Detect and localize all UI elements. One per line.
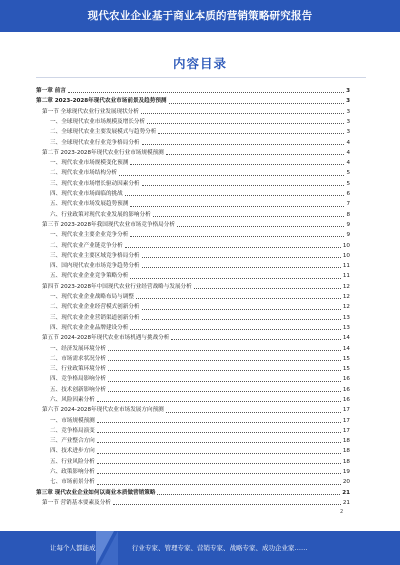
toc-leader-dots <box>157 493 340 495</box>
toc-entry[interactable] <box>36 269 350 279</box>
toc-entry[interactable] <box>36 177 350 187</box>
toc-entry-text: 二、市场需求状况分析 <box>50 355 106 362</box>
toc-leader-dots <box>158 132 344 134</box>
toc-entry-text: 一、现代农业主要企业竞争分析 <box>50 232 129 239</box>
toc-entry[interactable] <box>36 475 350 485</box>
toc-entry[interactable] <box>36 228 350 238</box>
toc-leader-dots <box>130 205 344 207</box>
toc-entry-text: 四、现代农业企业品牌建设分析 <box>50 324 129 331</box>
toc-entry[interactable] <box>36 187 350 197</box>
toc-entry[interactable] <box>36 486 350 496</box>
toc-leader-dots <box>142 143 345 145</box>
toc-entry-text: 一、现代农业企业战略布局与调整 <box>50 294 134 301</box>
toc-leader-dots <box>97 441 341 443</box>
toc-entry-text: 第一节 全球现代农业行业发展现状分析 <box>42 108 139 115</box>
toc-entry-page: 7 <box>346 201 350 208</box>
toc-leader-dots <box>130 235 344 237</box>
page-number: 2 <box>340 509 344 515</box>
toc-entry-page: 5 <box>346 180 350 187</box>
toc-entry-text: 三、产业整合方向 <box>50 438 95 445</box>
toc-entry[interactable] <box>36 444 350 454</box>
toc-divider <box>36 77 366 78</box>
toc-entry-page: 16 <box>342 386 350 393</box>
toc-leader-dots <box>130 163 344 165</box>
toc-entry[interactable] <box>36 300 350 310</box>
toc-leader-dots <box>136 297 341 299</box>
toc-entry-text: 第一章 前言 <box>36 88 66 95</box>
toc-leader-dots <box>147 122 344 124</box>
toc-entry-text: 二、全球现代农业主要发展模式与趋势分析 <box>50 129 157 136</box>
toc-entry-page: 11 <box>342 263 350 270</box>
toc-leader-dots <box>119 174 344 176</box>
toc-entry-page: 3 <box>346 108 350 115</box>
toc-entry-text: 四、竞争格局影响分析 <box>50 376 106 383</box>
toc-entry-text: 四、现代农业市场面临的挑战 <box>50 191 123 198</box>
toc-entry-text: 一、全球现代农业市场规模及增长分析 <box>50 118 146 125</box>
toc-leader-dots <box>142 308 341 310</box>
toc-leader-dots <box>97 400 341 402</box>
toc-leader-dots <box>142 184 345 186</box>
toc-leader-dots <box>166 153 345 155</box>
toc-entry-page: 5 <box>346 170 350 177</box>
toc-entry-text: 二、现代农业企业经营模式创新分析 <box>50 304 140 311</box>
toc-entry[interactable] <box>36 496 350 506</box>
toc-entry[interactable] <box>36 105 350 115</box>
toc-entry-text: 第六节 2024-2028年现代农业市场发展方向预测 <box>42 407 164 414</box>
toc-entry-page: 9 <box>346 221 350 228</box>
toc-leader-dots <box>108 369 341 371</box>
toc-entry-page: 3 <box>346 129 350 136</box>
toc-entry-page: 4 <box>346 149 350 156</box>
toc-entry-text: 四、技术进步方向 <box>50 448 95 455</box>
toc-entry-text: 三、现代农业企业营销渠道创新分析 <box>50 314 140 321</box>
footer-slogan-left: 让每个人都能成为 <box>50 544 102 552</box>
toc-entry-page: 18 <box>342 458 350 465</box>
toc-leader-dots <box>97 431 341 433</box>
toc-leader-dots <box>142 318 341 320</box>
toc-entry-page: 14 <box>342 345 350 352</box>
footer-decor-shape <box>100 531 118 565</box>
toc-leader-dots <box>130 328 341 330</box>
toc-entry-page: 13 <box>342 314 350 321</box>
toc-entry-text: 一、经济发展环境分析 <box>50 345 106 352</box>
toc-entry[interactable] <box>36 94 350 104</box>
toc-entry-page: 18 <box>342 448 350 455</box>
toc-entry[interactable] <box>36 146 350 156</box>
toc-leader-dots <box>97 421 341 423</box>
toc-entry[interactable] <box>36 259 350 269</box>
toc-entry-text: 六、风险因素分析 <box>50 397 95 403</box>
toc-entry-page: 16 <box>342 397 350 403</box>
toc-entry-text: 二、现代农业市场结构分析 <box>50 170 118 177</box>
toc-entry-text: 三、现代农业市场增长驱动因素分析 <box>50 180 140 187</box>
toc-entry[interactable] <box>36 362 350 372</box>
toc-entry[interactable] <box>36 197 350 207</box>
toc-entry-text: 一、现代农业市场规模变化预测 <box>50 160 129 167</box>
header-banner <box>0 0 400 32</box>
toc-leader-dots <box>97 483 341 485</box>
toc-entry-text: 一、市场规模预测 <box>50 417 95 424</box>
toc-entry-page: 3 <box>346 118 350 125</box>
toc-leader-dots <box>108 380 341 382</box>
toc-entry[interactable] <box>36 166 350 176</box>
toc-entry-text: 三、现代农业主要区域竞争格局分析 <box>50 252 140 259</box>
toc-entry-page: 3 <box>346 98 350 105</box>
toc-entry-text: 二、现代农业产业链竞争分析 <box>50 242 123 249</box>
toc-entry[interactable] <box>36 125 350 135</box>
toc-entry-text: 第四节 2023-2028年中国现代农业行业经营战略与发展分析 <box>42 283 192 290</box>
toc-entry-page: 21 <box>342 489 350 496</box>
toc-leader-dots <box>194 287 341 289</box>
toc-entry-page: 17 <box>342 427 350 434</box>
toc-entry[interactable] <box>36 434 350 444</box>
toc-entry[interactable] <box>36 84 350 94</box>
toc-entry[interactable] <box>36 424 350 434</box>
toc-entry[interactable] <box>36 414 350 424</box>
toc-entry-text: 五、技术创新影响分析 <box>50 386 106 393</box>
toc-leader-dots <box>97 462 341 464</box>
toc-entry-page: 19 <box>342 469 350 476</box>
toc-leader-dots <box>142 256 341 258</box>
toc-entry[interactable] <box>36 352 350 362</box>
toc-entry-page: 17 <box>342 407 350 414</box>
toc-entry[interactable] <box>36 331 350 341</box>
toc-entry-page: 8 <box>346 211 350 218</box>
toc-entry-text: 三、行业政策环境分析 <box>50 366 106 373</box>
toc-leader-dots <box>171 338 341 340</box>
toc-entry-page: 12 <box>342 283 350 290</box>
toc-leader-dots <box>108 349 341 351</box>
toc-leader-dots <box>169 102 345 104</box>
toc-leader-dots <box>141 112 345 114</box>
toc-entry-text: 第二节 2023-2028年现代农业行业市场规模预测 <box>42 149 164 156</box>
toc-title: 内容目录 <box>172 56 227 71</box>
toc-entry-text: 第三节 2023-2028年我国现代农业市场竞争格局分析 <box>42 221 175 228</box>
toc-entry-page: 9 <box>346 232 350 239</box>
toc-entry-page: 10 <box>342 242 350 249</box>
toc-leader-dots <box>166 411 341 413</box>
toc-leader-dots <box>108 359 341 361</box>
toc-entry[interactable] <box>36 249 350 259</box>
footer-slogan-right: 行业专家、管理专家、营销专家、战略专家、成功企业家…… <box>132 544 308 552</box>
report-title: 现代农业企业基于商业本质的营销策略研究报告 <box>87 10 313 22</box>
toc-entry-page: 4 <box>346 160 350 167</box>
toc-entry-page: 12 <box>342 304 350 311</box>
toc-entry-page: 3 <box>346 88 350 95</box>
toc-leader-dots <box>97 452 341 454</box>
toc-entry[interactable] <box>36 311 350 321</box>
toc-leader-dots <box>108 390 341 392</box>
toc-entry-text: 第二章 2023-2028年现代农业市场前景及趋势预测 <box>36 98 167 105</box>
toc-entry-page: 21 <box>342 499 350 506</box>
toc-entry[interactable] <box>36 238 350 248</box>
toc-leader-dots <box>125 194 345 196</box>
toc-entry[interactable] <box>36 465 350 475</box>
toc-entry[interactable] <box>36 290 350 300</box>
toc-entry-page: 20 <box>342 479 350 486</box>
toc-entry[interactable] <box>36 393 350 403</box>
toc-entry[interactable] <box>36 280 350 290</box>
toc-entry[interactable] <box>36 115 350 125</box>
toc-entry[interactable] <box>36 218 350 228</box>
toc-entry-page: 15 <box>342 355 350 362</box>
toc-entry[interactable] <box>36 455 350 465</box>
toc-entry-text: 六、政策影响分析 <box>50 469 95 476</box>
toc-entry[interactable] <box>36 372 350 382</box>
toc-entry[interactable] <box>36 383 350 393</box>
toc-entry-text: 五、现代农业企业竞争策略分析 <box>50 273 129 280</box>
toc-entry[interactable] <box>36 208 350 218</box>
toc-leader-dots <box>97 472 341 474</box>
toc-entry-text: 四、国内现代农业市场竞争趋势分析 <box>50 263 140 270</box>
toc-leader-dots <box>153 215 345 217</box>
toc-entry-page: 17 <box>342 417 350 424</box>
toc-entry-page: 11 <box>342 273 350 280</box>
toc-entry-text: 六、行业政策对现代农业发展的影响分析 <box>50 211 151 218</box>
toc-entry-page: 12 <box>342 294 350 301</box>
toc-entry-text: 五、现代农业市场发展趋势预测 <box>50 201 129 208</box>
toc-entry-text: 第一节 营销基本要素及分析 <box>42 499 111 506</box>
table-of-contents <box>36 84 350 506</box>
toc-leader-dots <box>68 91 344 93</box>
toc-entry-text: 三、全球现代农业行业竞争格局分析 <box>50 139 140 146</box>
toc-entry-page: 16 <box>342 376 350 383</box>
toc-entry-text: 五、行业风险分析 <box>50 458 95 465</box>
toc-entry-text: 二、竞争格局演变 <box>50 427 95 434</box>
toc-entry-page: 15 <box>342 366 350 373</box>
toc-entry[interactable] <box>36 341 350 351</box>
toc-leader-dots <box>142 266 341 268</box>
toc-entry-text: 第五节 2024-2028年现代农业市场机遇与挑战分析 <box>42 335 170 342</box>
toc-entry-text: 七、市场前景分析 <box>50 479 95 486</box>
toc-entry-text: 第三章 现代农业企业如何以商业本质做营销策略 <box>36 489 156 496</box>
toc-entry-page: 18 <box>342 438 350 445</box>
toc-entry[interactable] <box>36 403 350 413</box>
toc-entry[interactable] <box>36 135 350 145</box>
footer-banner <box>0 531 400 565</box>
toc-entry-page: 4 <box>346 139 350 146</box>
toc-leader-dots <box>177 225 344 227</box>
toc-entry-page: 10 <box>342 252 350 259</box>
toc-entry-page: 6 <box>346 191 350 198</box>
toc-entry[interactable] <box>36 156 350 166</box>
toc-entry-page: 13 <box>342 324 350 331</box>
toc-leader-dots <box>113 503 341 505</box>
toc-entry-page: 14 <box>342 335 350 342</box>
toc-entry[interactable] <box>36 321 350 331</box>
toc-leader-dots <box>125 246 341 248</box>
toc-leader-dots <box>130 277 341 279</box>
